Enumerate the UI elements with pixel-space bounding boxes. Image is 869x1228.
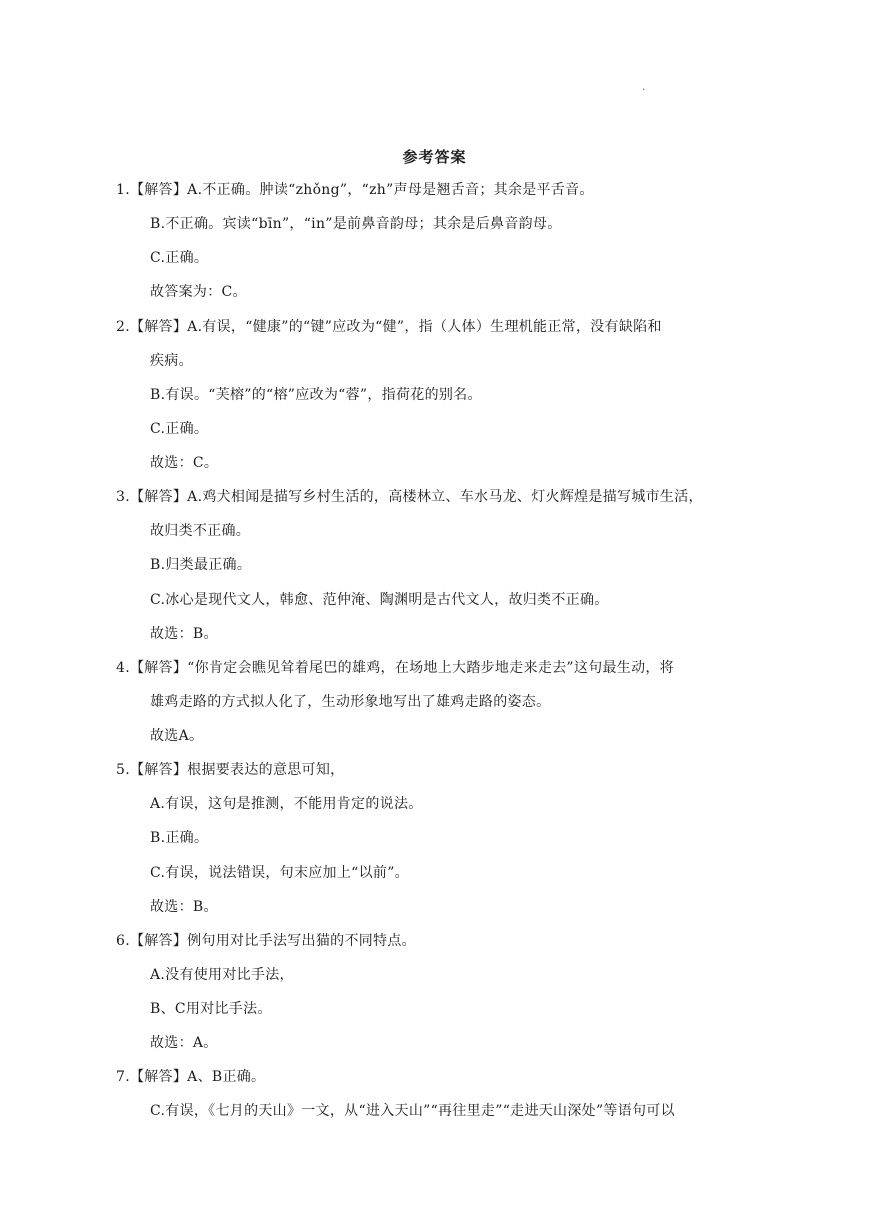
answer-1-line-1: 1.【解答】A.不正确。肿读“zhǒng”，“zh”声母是翘舌音；其余是平舌音。	[116, 182, 594, 198]
answer-6-line-1: 6.【解答】例句用对比手法写出猫的不同特点。	[116, 933, 416, 949]
answer-4-line-1: 4.【解答】“你肯定会瞧见耸着尾巴的雄鸡，在场地上大踏步地走来走去”这句最生动，将	[116, 660, 674, 676]
answer-1-line-3: C.正确。	[150, 250, 209, 266]
answer-3-conclusion: 故选：B。	[150, 626, 218, 642]
answer-4-line-2: 雄鸡走路的方式拟人化了，生动形象地写出了雄鸡走路的姿态。	[150, 694, 551, 710]
page-title: 参考答案	[402, 148, 467, 166]
answer-5-line-3: B.正确。	[150, 830, 209, 846]
answer-1-conclusion: 故答案为：C。	[150, 284, 247, 300]
answer-1-line-2: B.不正确。宾读“bīn”，“in”是前鼻音韵母；其余是后鼻音韵母。	[150, 216, 562, 232]
answer-3-line-3: B.归类最正确。	[150, 557, 252, 573]
answer-2-line-1: 2.【解答】A.有误，“健康”的“键”应改为“健”，指（人体）生理机能正常，没有缺陷和	[116, 319, 662, 335]
answer-6-line-3: B、C用对比手法。	[150, 1001, 272, 1017]
answer-5-line-4: C.有误，说法错误，句末应加上“以前”。	[150, 865, 409, 881]
answer-5-line-1: 5.【解答】根据要表达的意思可知，	[116, 762, 345, 778]
answer-6-conclusion: 故选：A。	[150, 1035, 218, 1051]
answer-6-line-2: A.没有使用对比手法，	[150, 967, 294, 983]
answer-2-line-3: B.有误。“芙榕”的“榕”应改为“蓉”，指荷花的别名。	[150, 387, 482, 403]
answer-7-line-2: C.有误，《七月的天山》一文，从“进入天山”“再往里走”“走进天山深处”等语句可以	[150, 1103, 675, 1119]
answer-2-line-2: 疾病。	[150, 353, 193, 369]
answer-2-conclusion: 故选：C。	[150, 455, 219, 471]
answer-3-line-2: 故归类不正确。	[150, 523, 251, 539]
answer-3-line-4: C.冰心是现代文人，韩愈、范仲淹、陶渊明是古代文人，故归类不正确。	[150, 592, 609, 608]
answer-5-conclusion: 故选：B。	[150, 899, 218, 915]
answer-2-line-4: C.正确。	[150, 421, 209, 437]
answer-4-conclusion: 故选A。	[150, 728, 204, 744]
answer-3-line-1: 3.【解答】A.鸡犬相闻是描写乡村生活的，高楼林立、车水马龙、灯火辉煌是描写城市生活，	[116, 489, 703, 505]
header-mark: .	[642, 82, 646, 93]
answer-5-line-2: A.有误，这句是推测，不能用肯定的说法。	[150, 796, 423, 812]
answer-7-line-1: 7.【解答】A、B正确。	[116, 1069, 266, 1085]
